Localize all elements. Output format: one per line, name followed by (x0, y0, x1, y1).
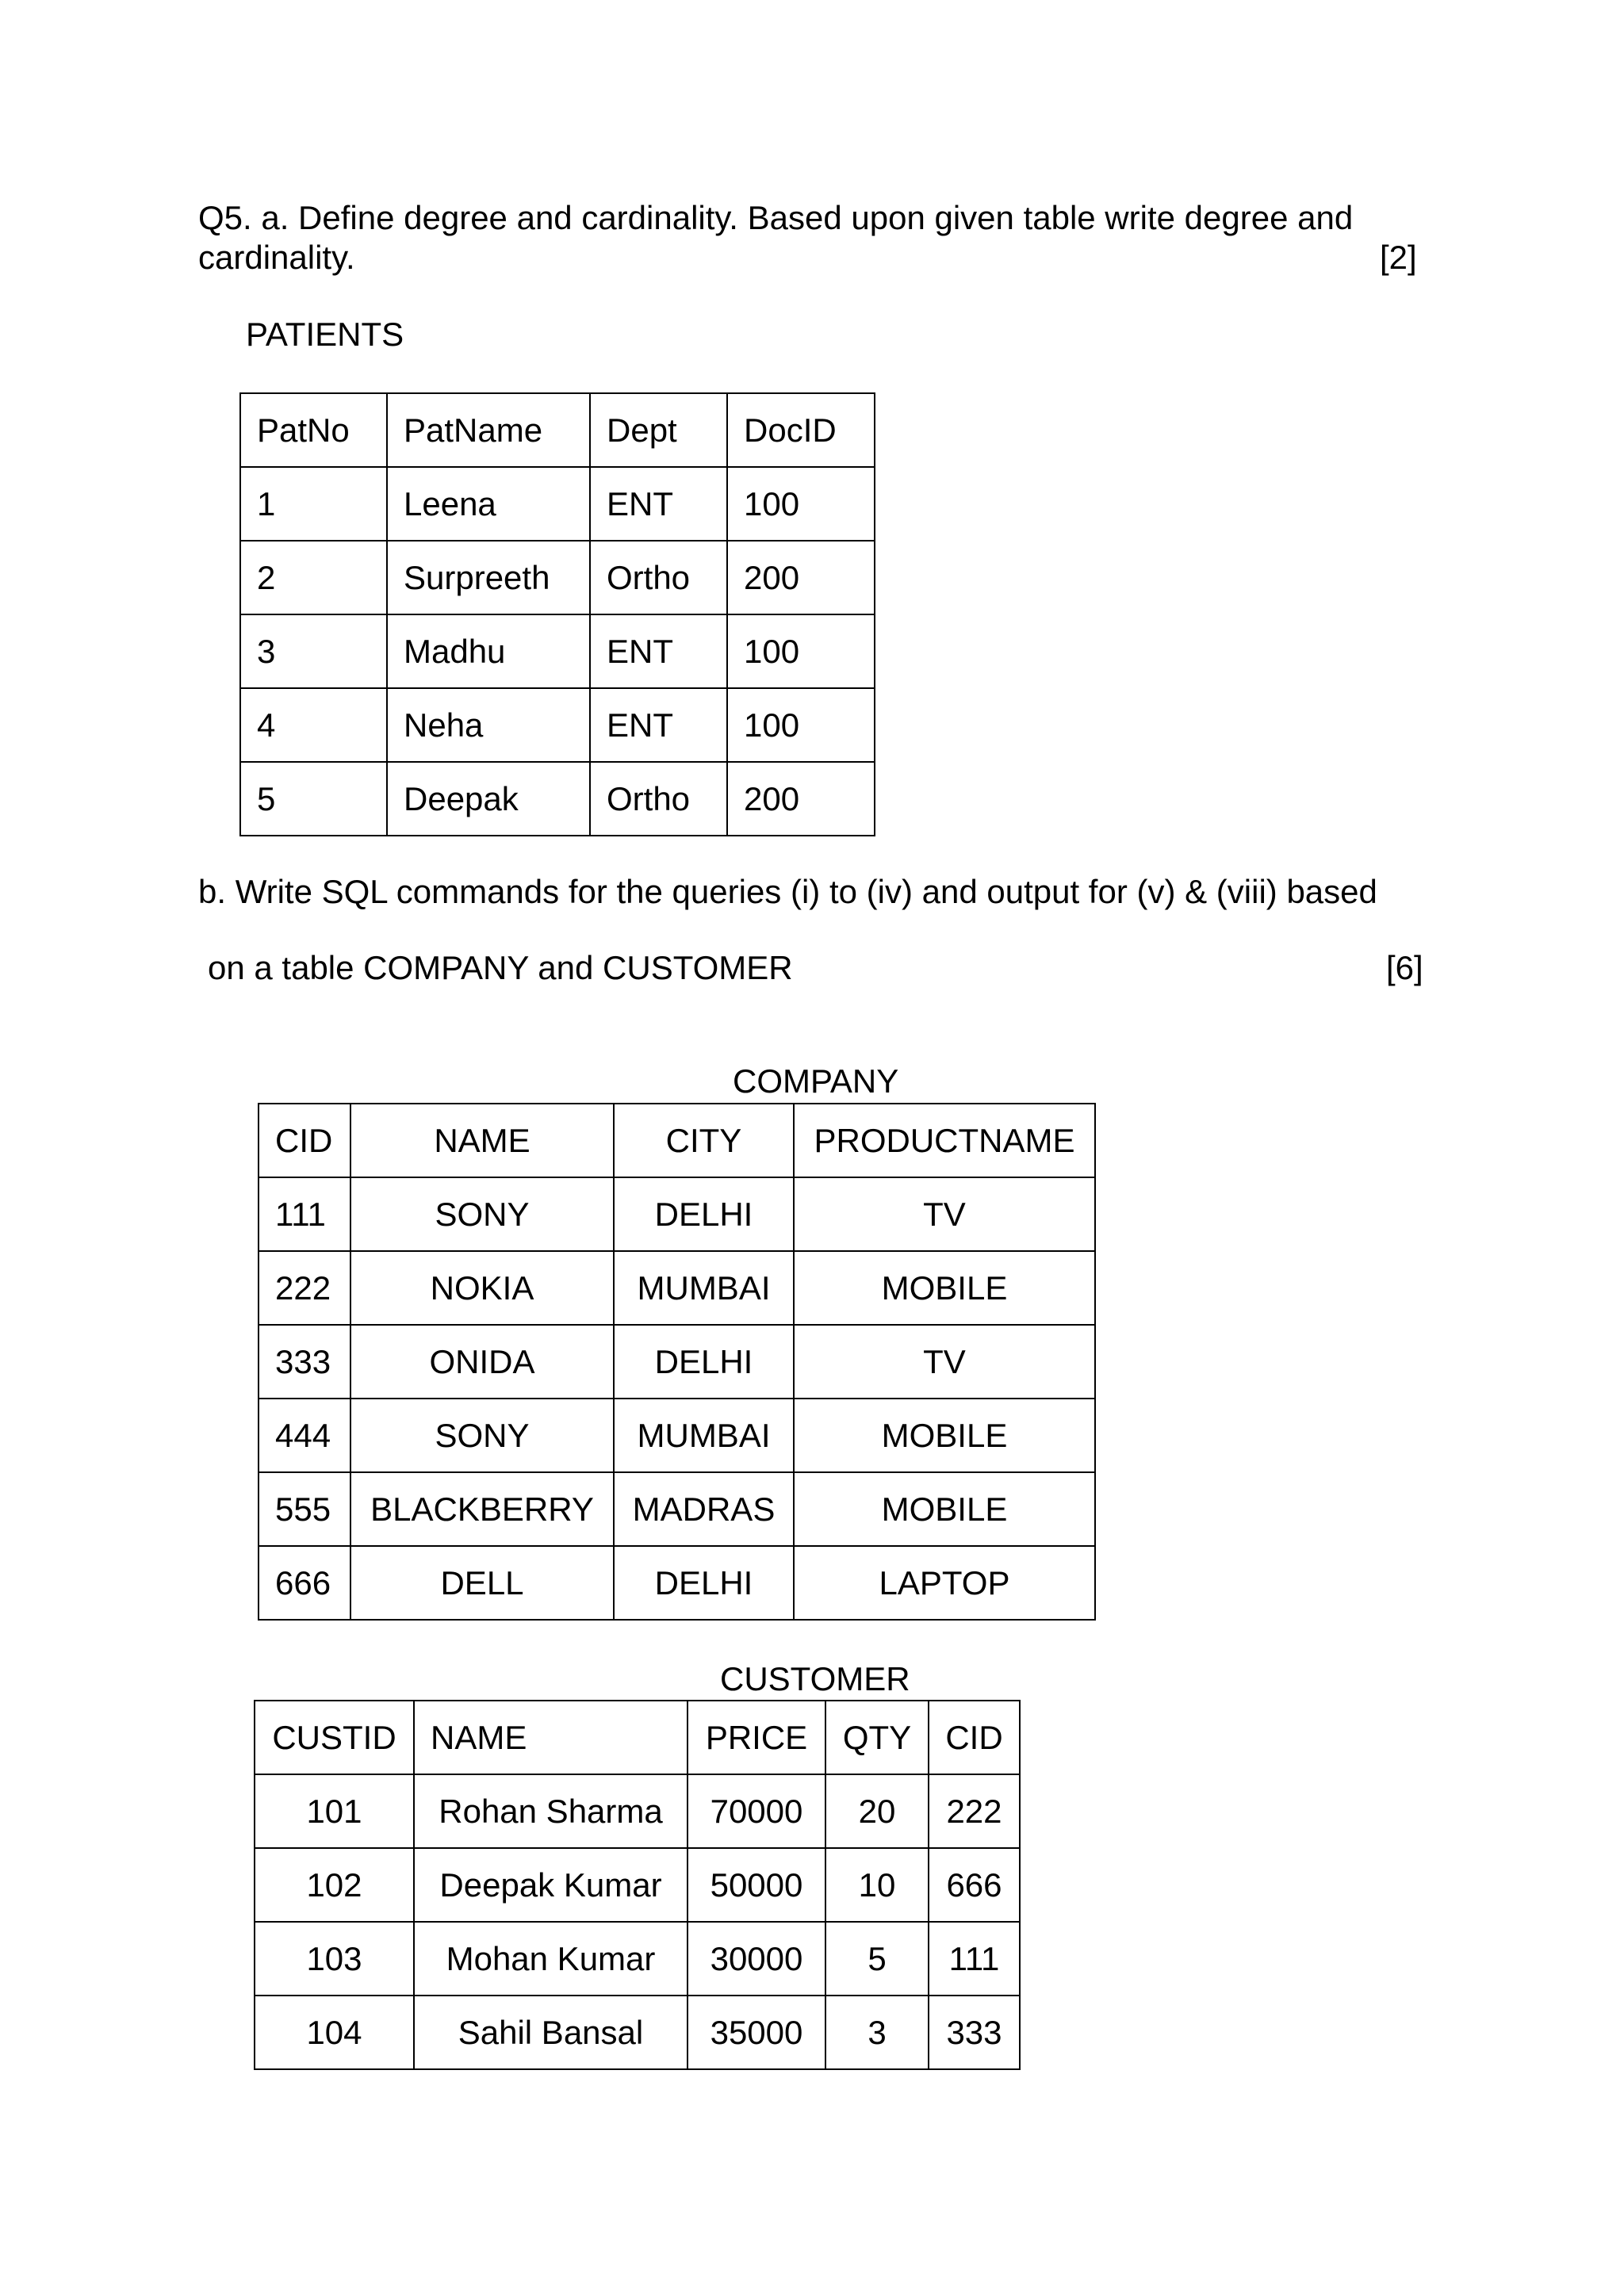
customer-cell: 104 (255, 1996, 414, 2069)
patients-header-docid: DocID (727, 393, 875, 467)
customer-cell: 101 (255, 1774, 414, 1848)
company-cell: MADRAS (614, 1472, 794, 1546)
company-cell: 111 (259, 1177, 350, 1251)
customer-table (254, 1700, 1021, 2070)
patients-cell: 200 (727, 541, 875, 614)
customer-header-custid: CUSTID (255, 1701, 414, 1774)
company-header-name: NAME (350, 1104, 614, 1177)
patients-cell: ENT (590, 688, 727, 762)
customer-cell: 222 (929, 1774, 1020, 1848)
patients-table (239, 392, 875, 836)
patients-cell: 2 (240, 541, 387, 614)
patients-cell: 5 (240, 762, 387, 836)
customer-header-price: PRICE (688, 1701, 825, 1774)
patients-cell: 4 (240, 688, 387, 762)
question-b-line1: b. Write SQL commands for the queries (i) to (iv) and output for (v) & (viii) based (198, 873, 1377, 910)
customer-header-cid: CID (929, 1701, 1020, 1774)
question-b-line2: on a table COMPANY and CUSTOMER (208, 949, 793, 986)
company-header-productname: PRODUCTNAME (794, 1104, 1095, 1177)
patients-cell: 1 (240, 467, 387, 541)
table-row (240, 762, 875, 836)
company-cell: MOBILE (794, 1251, 1095, 1325)
customer-cell: Deepak Kumar (414, 1848, 688, 1922)
company-cell: 555 (259, 1472, 350, 1546)
company-cell: DELHI (614, 1325, 794, 1399)
customer-header-qty: QTY (825, 1701, 929, 1774)
customer-cell: Rohan Sharma (414, 1774, 688, 1848)
patients-cell: Madhu (387, 614, 590, 688)
company-cell: MOBILE (794, 1472, 1095, 1546)
company-cell: TV (794, 1325, 1095, 1399)
table-row (259, 1251, 1095, 1325)
table-row (255, 1996, 1020, 2069)
customer-cell: 50000 (688, 1848, 825, 1922)
patients-cell: 100 (727, 688, 875, 762)
patients-header-patno: PatNo (240, 393, 387, 467)
company-cell: DELL (350, 1546, 614, 1620)
table-row (240, 688, 875, 762)
company-cell: NOKIA (350, 1251, 614, 1325)
question-b-marks: [6] (1386, 949, 1423, 986)
patients-cell: Ortho (590, 762, 727, 836)
company-header-city: CITY (614, 1104, 794, 1177)
customer-header-name: NAME (414, 1701, 688, 1774)
table-row (259, 1325, 1095, 1399)
table-row (259, 1177, 1095, 1251)
customer-cell: 103 (255, 1922, 414, 1996)
company-cell: TV (794, 1177, 1095, 1251)
company-cell: 666 (259, 1546, 350, 1620)
table-row (255, 1774, 1020, 1848)
company-cell: ONIDA (350, 1325, 614, 1399)
patients-cell: Deepak (387, 762, 590, 836)
patients-header-patname: PatName (387, 393, 590, 467)
company-cell: LAPTOP (794, 1546, 1095, 1620)
company-cell: MUMBAI (614, 1399, 794, 1472)
question-a-line2: cardinality. (198, 239, 355, 276)
patients-cell: 200 (727, 762, 875, 836)
table-row (240, 541, 875, 614)
table-row (240, 467, 875, 541)
company-table-title: COMPANY (733, 1062, 899, 1100)
customer-cell: 70000 (688, 1774, 825, 1848)
patients-cell: ENT (590, 467, 727, 541)
table-row (259, 1399, 1095, 1472)
customer-cell: 666 (929, 1848, 1020, 1922)
company-cell: 444 (259, 1399, 350, 1472)
table-row (255, 1922, 1020, 1996)
question-a-line1: Q5. a. Define degree and cardinality. Based upon given table write degree and (198, 199, 1354, 236)
company-cell: SONY (350, 1399, 614, 1472)
patients-header-dept: Dept (590, 393, 727, 467)
patients-cell: Surpreeth (387, 541, 590, 614)
company-table (258, 1103, 1096, 1621)
company-header-row (259, 1104, 1095, 1177)
patients-cell: 3 (240, 614, 387, 688)
company-cell: MUMBAI (614, 1251, 794, 1325)
customer-cell: 30000 (688, 1922, 825, 1996)
customer-cell: 3 (825, 1996, 929, 2069)
table-row (240, 614, 875, 688)
company-cell: DELHI (614, 1177, 794, 1251)
patients-cell: 100 (727, 467, 875, 541)
company-cell: DELHI (614, 1546, 794, 1620)
company-cell: BLACKBERRY (350, 1472, 614, 1546)
customer-cell: 111 (929, 1922, 1020, 1996)
customer-cell: 35000 (688, 1996, 825, 2069)
customer-table-title: CUSTOMER (720, 1660, 910, 1697)
company-cell: SONY (350, 1177, 614, 1251)
patients-cell: 100 (727, 614, 875, 688)
patients-cell: ENT (590, 614, 727, 688)
company-cell: 333 (259, 1325, 350, 1399)
patients-header-row (240, 393, 875, 467)
company-cell: 222 (259, 1251, 350, 1325)
company-cell: MOBILE (794, 1399, 1095, 1472)
table-row (259, 1472, 1095, 1546)
customer-cell: 20 (825, 1774, 929, 1848)
table-row (255, 1848, 1020, 1922)
question-a-marks: [2] (1380, 239, 1417, 276)
customer-cell: 102 (255, 1848, 414, 1922)
customer-cell: 5 (825, 1922, 929, 1996)
customer-cell: Sahil Bansal (414, 1996, 688, 2069)
customer-cell: 333 (929, 1996, 1020, 2069)
patients-table-title: PATIENTS (246, 316, 404, 353)
customer-header-row (255, 1701, 1020, 1774)
table-row (259, 1546, 1095, 1620)
customer-cell: Mohan Kumar (414, 1922, 688, 1996)
patients-cell: Ortho (590, 541, 727, 614)
patients-cell: Neha (387, 688, 590, 762)
company-header-cid: CID (259, 1104, 350, 1177)
patients-cell: Leena (387, 467, 590, 541)
customer-cell: 10 (825, 1848, 929, 1922)
